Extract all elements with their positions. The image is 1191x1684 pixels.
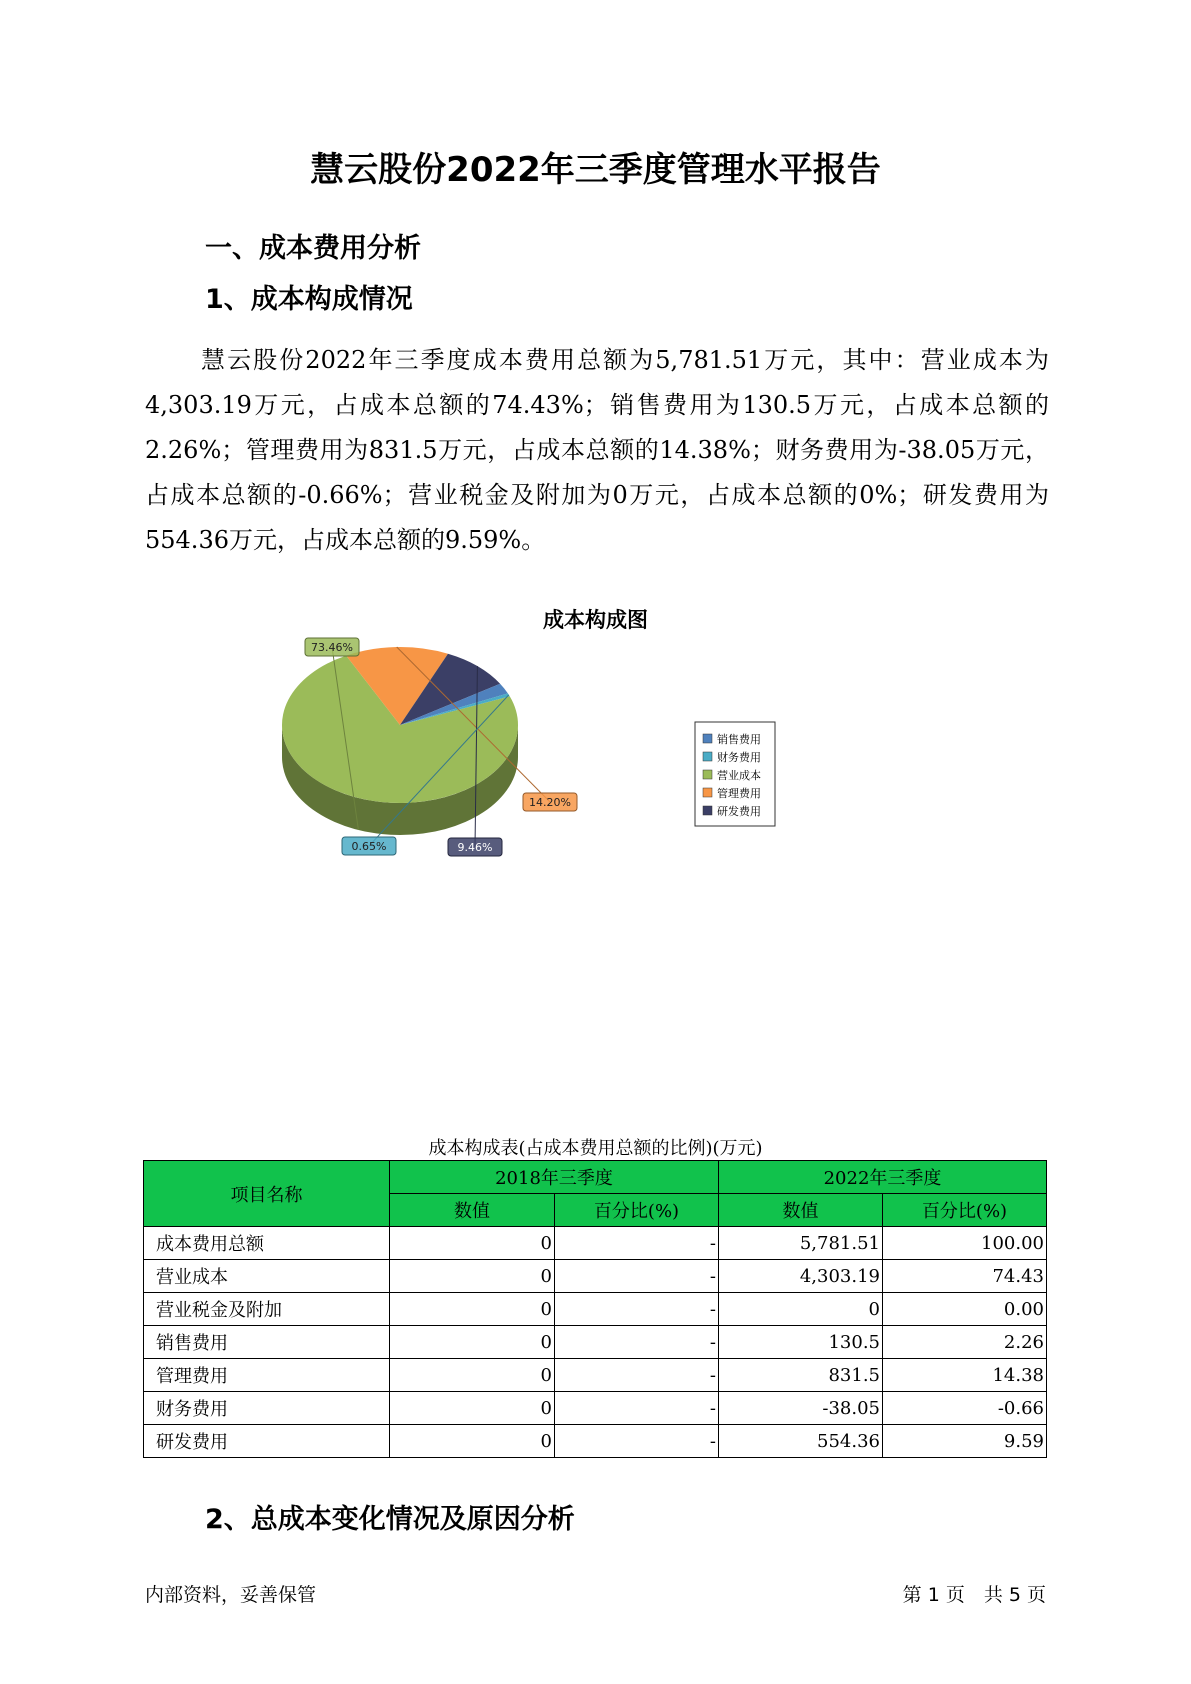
header-percent-2022: 百分比(%) — [883, 1194, 1047, 1227]
pie-chart — [280, 641, 840, 920]
header-period-2018: 2018年三季度 — [390, 1161, 719, 1194]
table-row — [144, 1260, 1047, 1293]
summary-paragraph: 慧云股份2022年三季度成本费用总额为5,781.51万元，其中：营业成本为4,303.19万元，占成本总额的74.43%；销售费用为130.5万元，占成本总额的2.26%；管理费用为831.5万元，占成本总额的14.38%；财务费用为-38.05万元，占成本总额的-0.66%；营业税金及附加为0万元，占成本总额的0%；研发费用为554.36万元，占成本总额的9.59%。 — [145, 346, 1049, 554]
row-percent-2018: - — [555, 1260, 719, 1293]
row-value-2018: 0 — [390, 1392, 555, 1425]
row-value-2018: 0 — [390, 1260, 555, 1293]
legend-label: 研发费用 — [717, 805, 761, 818]
row-value-2022: 554.36 — [719, 1425, 883, 1458]
subsection-heading-cost-structure: 1、成本构成情况 — [205, 284, 413, 315]
table-row — [144, 1293, 1047, 1326]
row-value-2018: 0 — [390, 1359, 555, 1392]
table-row — [144, 1359, 1047, 1392]
report-title: 慧云股份2022年三季度管理水平报告 — [310, 150, 881, 190]
legend-label: 营业成本 — [717, 769, 761, 782]
row-percent-2018: - — [555, 1293, 719, 1326]
row-percent-2018: - — [555, 1326, 719, 1359]
row-value-2022: -38.05 — [719, 1392, 883, 1425]
header-value-2022: 数值 — [719, 1194, 883, 1227]
row-percent-2022: -0.66 — [883, 1392, 1047, 1425]
row-name: 研发费用 — [144, 1425, 390, 1458]
row-percent-2022: 2.26 — [883, 1326, 1047, 1359]
row-value-2022: 5,781.51 — [719, 1227, 883, 1260]
table-row — [144, 1425, 1047, 1458]
legend-swatch — [703, 752, 712, 761]
row-value-2018: 0 — [390, 1425, 555, 1458]
cost-structure-table — [143, 1160, 1047, 1458]
pie-data-label: 73.46% — [311, 641, 353, 654]
row-percent-2018: - — [555, 1227, 719, 1260]
header-item-name: 项目名称 — [144, 1161, 390, 1227]
header-value-2018: 数值 — [390, 1194, 555, 1227]
row-value-2018: 0 — [390, 1227, 555, 1260]
legend-label: 管理费用 — [717, 787, 761, 800]
footer-confidential-note: 内部资料，妥善保管 — [145, 1584, 317, 1606]
legend-label: 财务费用 — [717, 751, 761, 764]
row-name: 销售费用 — [144, 1326, 390, 1359]
row-value-2022: 130.5 — [719, 1326, 883, 1359]
table-row — [144, 1326, 1047, 1359]
row-name: 成本费用总额 — [144, 1227, 390, 1260]
row-percent-2022: 9.59 — [883, 1425, 1047, 1458]
row-name: 管理费用 — [144, 1359, 390, 1392]
table-caption: 成本构成表(占成本费用总额的比例)(万元) — [428, 1138, 763, 1159]
legend-label: 销售费用 — [717, 733, 761, 746]
table-row — [144, 1392, 1047, 1425]
header-percent-2018: 百分比(%) — [555, 1194, 719, 1227]
pie-data-label: 0.65% — [351, 840, 387, 853]
row-name: 财务费用 — [144, 1392, 390, 1425]
row-name: 营业成本 — [144, 1260, 390, 1293]
chart-title: 成本构成图 — [543, 608, 648, 632]
footer-page-number: 第 1 页 共 5 页 — [902, 1584, 1046, 1606]
section-heading: 一、成本费用分析 — [205, 233, 421, 264]
pie-data-label: 14.20% — [529, 796, 571, 809]
pie-data-label: 9.46% — [457, 841, 493, 854]
row-percent-2018: - — [555, 1392, 719, 1425]
subsection-heading-total-cost-change: 2、总成本变化情况及原因分析 — [205, 1504, 575, 1535]
row-percent-2022: 74.43 — [883, 1260, 1047, 1293]
row-value-2022: 0 — [719, 1293, 883, 1326]
row-name: 营业税金及附加 — [144, 1293, 390, 1326]
header-period-2022: 2022年三季度 — [719, 1161, 1047, 1194]
row-value-2018: 0 — [390, 1293, 555, 1326]
legend-swatch — [703, 734, 712, 743]
row-value-2018: 0 — [390, 1326, 555, 1359]
row-percent-2018: - — [555, 1425, 719, 1458]
row-percent-2022: 100.00 — [883, 1227, 1047, 1260]
row-value-2022: 831.5 — [719, 1359, 883, 1392]
row-value-2022: 4,303.19 — [719, 1260, 883, 1293]
row-percent-2022: 14.38 — [883, 1359, 1047, 1392]
legend-swatch — [703, 770, 712, 779]
row-percent-2018: - — [555, 1359, 719, 1392]
row-percent-2022: 0.00 — [883, 1293, 1047, 1326]
table-row — [144, 1227, 1047, 1260]
legend-swatch — [703, 806, 712, 815]
legend-swatch — [703, 788, 712, 797]
